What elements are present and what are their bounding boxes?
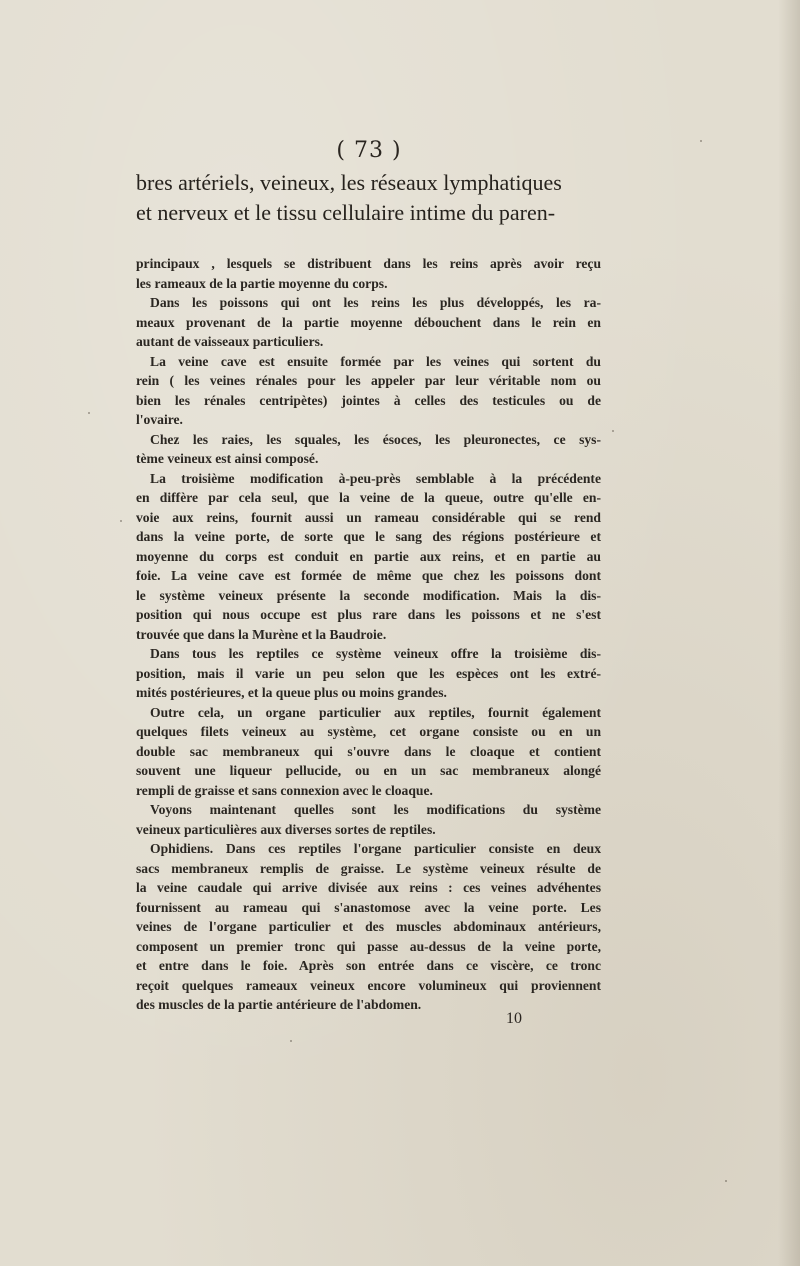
text-line: reçoit quelques rameaux veineux encore volumineux qui proviennent: [136, 977, 601, 993]
text-line: double sac membraneux qui s'ouvre dans le cloaque et contient: [136, 743, 601, 759]
paper-speck: [120, 520, 122, 522]
text-line: dans la veine porte, de sorte que le sang des régions postérieure et: [136, 529, 601, 544]
text-line: l'ovaire.: [136, 412, 183, 427]
heading-line-2: et nerveux et le tissu cellulaire intime du paren-: [136, 200, 556, 225]
paper-speck: [612, 430, 614, 432]
text-line: La veine cave est ensuite formée par les veines qui sortent du: [150, 353, 601, 369]
text-line: veines de l'organe particulier et des muscles abdominaux antérieurs,: [136, 919, 601, 934]
paper-speck: [88, 412, 90, 414]
text-line: trouvée que dans la Murène et la Baudroie.: [136, 626, 387, 642]
text-line: La troisième modification à-peu-près semblable à la précédente: [150, 470, 601, 486]
text-line: autant de vaisseaux particuliers.: [136, 334, 324, 349]
text-line: quelques filets veineux au système, cet organe consiste ou en un: [136, 724, 601, 739]
text-line: position qui nous occupe est plus rare dans les poissons et ne s'est: [136, 607, 601, 622]
text-line: et entre dans le foie. Après son entrée dans ce viscère, ce tronc: [136, 958, 601, 973]
paper-speck: [725, 1180, 727, 1182]
text-line: Outre cela, un organe particulier aux reptiles, fournit également: [150, 704, 601, 720]
text-line: bien les rénales centripètes) jointes à celles des testicules ou de: [136, 392, 601, 408]
text-line: la veine caudale qui arrive divisée aux reins : ces veines advéhentes: [136, 880, 601, 895]
text-line: Ophidiens. Dans ces reptiles l'organe particulier consiste en deux: [150, 841, 601, 856]
text-line: mités postérieures, et la queue plus ou moins grandes.: [136, 685, 447, 700]
paper-speck: [700, 140, 702, 142]
text-line: rein ( les veines rénales pour les appeler par leur véritable nom ou: [136, 373, 601, 388]
page-number: ( 73 ): [336, 138, 402, 163]
text-line: veineux particulières aux diverses sortes de reptiles.: [136, 821, 436, 837]
text-line: foie. La veine cave est formée de même que chez les poissons dont: [136, 568, 601, 583]
text-line: le système veineux présente la seconde modification. Mais la dis-: [136, 587, 601, 603]
text-line: fournissent au rameau qui s'anastomose avec la veine porte. Les: [136, 899, 601, 915]
text-line: composent un premier tronc qui passe au-dessus de la veine porte,: [136, 938, 601, 954]
text-line: position, mais il varie un peu selon que les espèces ont les extré-: [136, 665, 601, 681]
text-line: tème veineux est ainsi composé.: [136, 451, 319, 466]
text-line: en diffère par cela seul, que la veine de la queue, outre qu'elle en-: [136, 490, 601, 505]
text-line: moyenne du corps est conduit en partie aux reins, et en partie au: [136, 548, 601, 564]
paper-speck: [290, 1040, 292, 1042]
heading-line-1: bres artériels, veineux, les réseaux lymphatiques: [136, 170, 562, 195]
body-text: [136, 254, 601, 1015]
text-line: Dans les poissons qui ont les reins les plus développés, les ra-: [150, 295, 601, 310]
text-line: les rameaux de la partie moyenne du corps.: [136, 275, 388, 291]
text-line: voie aux reins, fournit aussi un rameau considérable qui se rend: [136, 509, 601, 525]
text-line: Voyons maintenant quelles sont les modifications du système: [150, 802, 601, 817]
text-line: souvent une liqueur pellucide, ou en un sac membraneux alongé: [136, 763, 601, 778]
signature-number: 10: [506, 1010, 522, 1027]
page-edge-shadow: [778, 0, 800, 1266]
text-line: Chez les raies, les squales, les ésoces, les pleuronectes, ce sys-: [150, 431, 601, 447]
text-line: principaux , lesquels se distribuent dans les reins après avoir reçu: [136, 256, 601, 271]
text-line: Dans tous les reptiles ce système veineux offre la troisième dis-: [150, 646, 601, 661]
text-line: rempli de graisse et sans connexion avec le cloaque.: [136, 782, 433, 798]
text-line: sacs membraneux remplis de graisse. Le système veineux résulte de: [136, 860, 601, 876]
text-line: des muscles de la partie antérieure de l'abdomen.: [136, 997, 422, 1012]
text-line: meaux provenant de la partie moyenne débouchent dans le rein en: [136, 314, 601, 330]
